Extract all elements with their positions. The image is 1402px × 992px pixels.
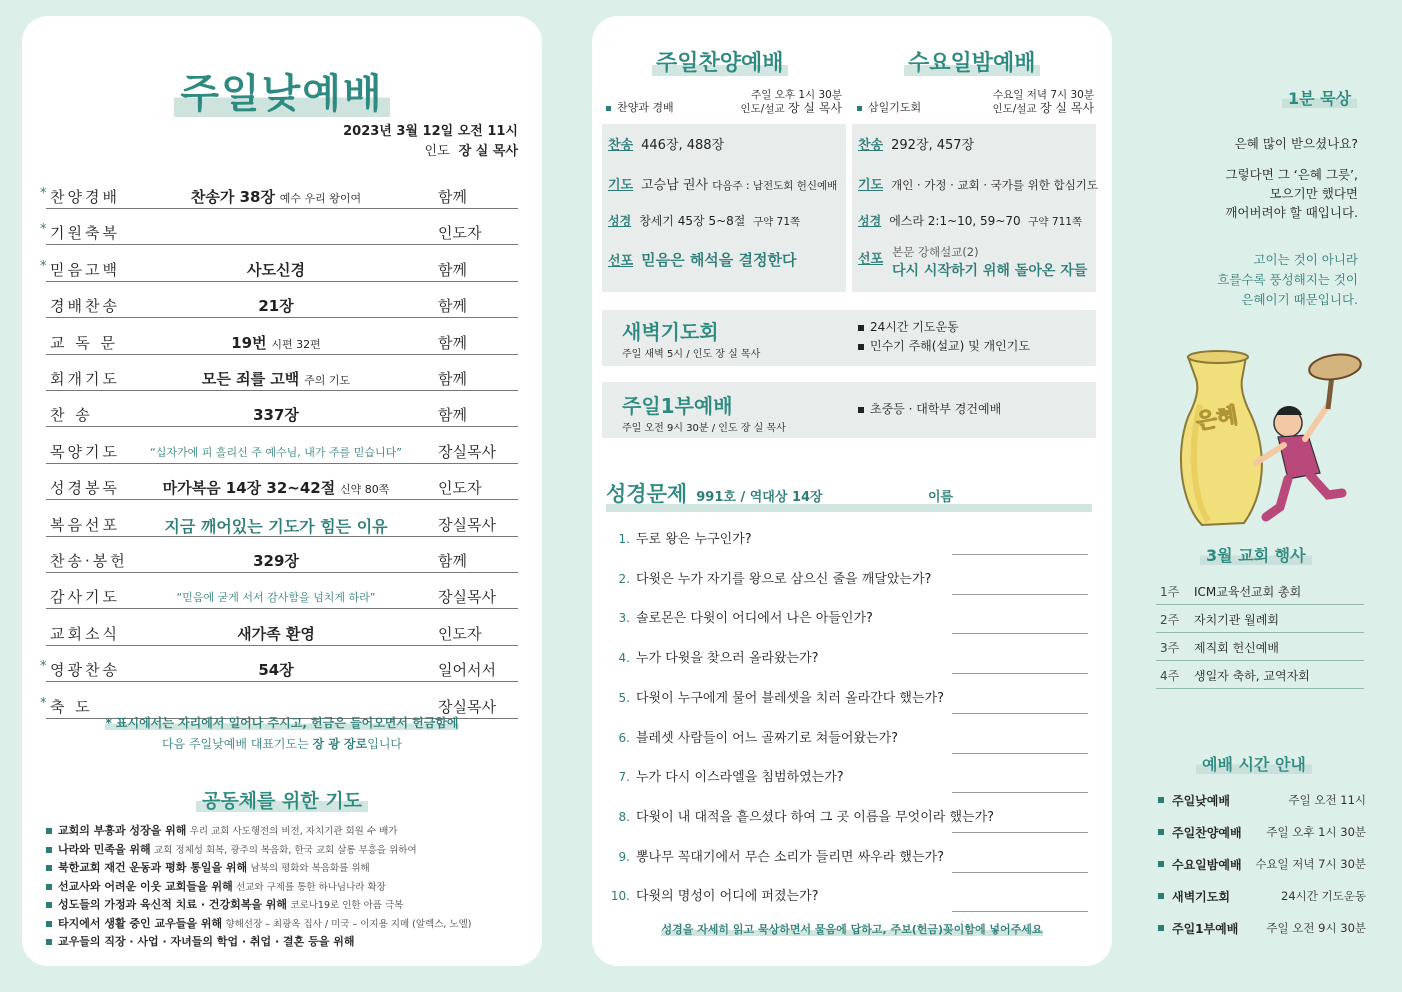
order-row [46, 475, 518, 500]
event-row [1156, 662, 1364, 689]
question-text: 다윗이 누구에게 물어 블레셋을 치러 올라간다 했는가? [636, 690, 944, 706]
answer-line[interactable] [952, 554, 1088, 555]
prayer-topic: 선교사와 어려운 이웃 교회들을 위해 [58, 879, 233, 893]
page-title: 주일낮예배 [22, 62, 542, 119]
service-name: 주일1부예배 [1172, 922, 1239, 936]
order-who: 장실목사 [438, 442, 496, 461]
meditation-highlight-line: 은혜이기 때문입니다. [1241, 292, 1358, 307]
quiz-question [608, 528, 1088, 552]
event-week: 4주 [1160, 669, 1180, 683]
event-row [1156, 606, 1364, 633]
question-text: 누가 다시 이스라엘을 침범하였는가? [636, 770, 844, 786]
answer-line[interactable] [952, 594, 1088, 595]
order-row [40, 657, 518, 682]
order-who: 장실목사 [438, 697, 496, 716]
order-main: 337장 [253, 406, 299, 425]
prayer-topic: 북한교회 재건 운동과 평화 통일을 위해 [58, 861, 248, 874]
meditation-highlight-line: 흐를수록 풍성해지는 것이 [1217, 272, 1358, 287]
meditation-highlight [1150, 250, 1358, 310]
order-label: 축 도 [50, 697, 93, 716]
bullet-icon [46, 921, 52, 927]
sp-bible: 성경 창세기 45장 5~8절 구약 71쪽 [608, 214, 801, 228]
order-quote: “믿음에 굳게 서서 감사함을 넘치게 하라” [176, 591, 376, 605]
bullet-icon [858, 407, 864, 413]
bullet-icon [46, 847, 52, 853]
event-name: 자치기관 월례회 [1194, 613, 1279, 627]
prayer-item [46, 841, 526, 860]
order-main: 19번 [231, 333, 267, 352]
answer-line[interactable] [952, 792, 1088, 793]
bullet-icon [858, 325, 864, 331]
order-sub: 시편 32편 [271, 337, 321, 351]
answer-line[interactable] [952, 633, 1088, 634]
service-times-title: 예배 시간 안내 [1196, 752, 1312, 775]
bullet-icon [46, 939, 52, 945]
order-content [136, 477, 416, 498]
order-who: 인도자 [438, 479, 482, 498]
order-who: 인도자 [438, 224, 482, 243]
wednesday-time: 수요일 저녁 7시 30분 인도/설교 장 실 목사 [992, 89, 1094, 115]
order-content [136, 368, 416, 389]
service-name: 주일찬양예배 [1172, 826, 1242, 840]
sunday-praise-time: 주일 오후 1시 30분 인도/설교 장 실 목사 [740, 89, 842, 115]
meditation-line: 모으기만 했다면 [1269, 186, 1358, 201]
wednesday-subtitle: 삼일기도회 [857, 99, 921, 115]
order-label: 찬양경배 [50, 188, 120, 206]
order-content [136, 332, 416, 353]
order-who: 함께 [438, 406, 467, 425]
service-time: 주일 오후 1시 30분 [1266, 825, 1366, 839]
order-main: 마가복음 14장 32~42절 [162, 479, 336, 498]
bullet-icon [46, 902, 52, 908]
question-number: 6. [618, 730, 630, 745]
required-mark: * [40, 222, 47, 238]
order-main: 모든 죄를 고백 [201, 370, 300, 388]
quiz-question [608, 727, 1088, 751]
jar-label: 은혜 [1193, 403, 1241, 436]
sermon-title: 지금 깨어있는 기도가 힘든 이유 [164, 516, 388, 536]
sunday-praise-subtitle: 찬양과 경배 [606, 99, 674, 115]
order-who: 함께 [438, 552, 467, 570]
event-week: 1주 [1160, 585, 1180, 599]
order-who: 함께 [438, 188, 467, 206]
order-row [46, 621, 518, 646]
event-name: ICM교육선교회 총회 [1194, 585, 1302, 599]
answer-line[interactable] [952, 832, 1088, 833]
order-content [136, 623, 416, 644]
prayer-section-title: 공동체를 위한 기도 [22, 786, 542, 813]
question-number: 2. [618, 571, 630, 586]
question-text: 두로 왕은 누구인가? [636, 532, 752, 547]
order-main: 329장 [253, 552, 299, 570]
meditation-line: 은혜 많이 받으셨나요? [1234, 136, 1358, 151]
order-row [46, 402, 518, 427]
prayer-item [46, 822, 526, 841]
sp-sermon: 선포 믿음은 해석을 결정한다 [608, 251, 797, 269]
bullet-icon [1158, 893, 1164, 899]
prayer-list [46, 822, 526, 952]
prayer-detail: 남북의 평화와 복음화를 위해 [250, 863, 370, 874]
question-text: 솔로몬은 다윗이 어디에서 나은 아들인가? [636, 611, 873, 627]
first-items [858, 400, 1001, 419]
prayer-detail: 코로나19로 인한 아픔 극복 [290, 900, 404, 911]
service-name: 주일낮예배 [1172, 794, 1230, 808]
order-who: 함께 [438, 333, 467, 352]
sunday-service-panel [22, 16, 542, 966]
quiz-header: 성경문제 991호 / 역대상 14장 이름 [606, 478, 1092, 512]
order-label: 찬 송 [50, 406, 93, 425]
sp-hymn: 찬송 446장, 488장 [608, 138, 725, 153]
meditation-line: 깨어버려야 할 때입니다. [1225, 205, 1358, 220]
question-number: 1. [618, 532, 630, 546]
question-number: 5. [618, 690, 630, 705]
bullet-icon [46, 865, 52, 871]
dawn-items [858, 318, 1030, 356]
question-number: 10. [610, 889, 630, 904]
event-row [1156, 578, 1364, 605]
bullet-icon [46, 884, 52, 890]
bullet-icon [1158, 797, 1164, 803]
prayer-detail: 우리 교회 사도행전의 비전, 자치기관 회원 수 배가 [189, 826, 398, 837]
wednesday-title: 수요일밤예배 [904, 46, 1040, 77]
order-row [46, 293, 518, 318]
order-row [40, 220, 518, 245]
service-time: 주일 오전 11시 [1288, 793, 1366, 807]
answer-line[interactable] [952, 713, 1088, 714]
order-label: 교 독 문 [50, 333, 119, 352]
service-name: 수요일밤예배 [1172, 858, 1242, 872]
order-label: 영광찬송 [50, 661, 120, 680]
quiz-question [608, 885, 1088, 909]
sp-prayer: 기도 고승남 권사 다음주 : 남전도회 헌신예배 [608, 178, 838, 193]
quiz-question [608, 846, 1088, 870]
quiz-footer: 성경을 자세히 읽고 묵상하면서 물음에 답하고, 주보(헌금)꽂이함에 넣어주세요 [661, 923, 1043, 936]
order-who: 인도자 [438, 624, 482, 643]
wd-sermon: 선포 본문 강해설교(2) 다시 시작하기 위해 돌아온 자들 [858, 245, 1088, 279]
order-main: 새가족 환영 [237, 624, 315, 643]
order-content [136, 550, 416, 571]
prayer-topic: 교회의 부흥과 성장을 위해 [58, 824, 187, 837]
meditation-line: 그렇다면 그 ‘은혜 그릇’, [1225, 167, 1358, 182]
order-label: 교회소식 [50, 624, 120, 643]
wd-bible: 성경 에스라 2:1~10, 59~70 구약 711쪽 [858, 214, 1083, 228]
meditation-highlight-line: 고이는 것이 아니라 [1253, 252, 1358, 267]
order-who: 함께 [438, 297, 467, 316]
order-sub: 신약 80쪽 [339, 483, 390, 497]
order-label: 감사기도 [50, 588, 120, 607]
order-main: 찬송가 38장 [190, 188, 275, 206]
order-row [46, 330, 518, 355]
order-content [136, 404, 416, 425]
order-who: 장실목사 [438, 515, 496, 534]
service-time: 24시간 기도운동 [1281, 889, 1366, 903]
event-name: 제직회 헌신예배 [1194, 641, 1279, 655]
bullet-icon [1158, 925, 1164, 931]
prayer-topic: 타지에서 생활 중인 교우들을 위해 [58, 916, 223, 930]
order-sub: 주의 기도 [304, 374, 351, 387]
service-time: 수요일 저녁 7시 30분 [1255, 857, 1366, 871]
schedule-item [858, 400, 1001, 419]
required-mark: * [40, 659, 47, 675]
prayer-detail: 향해선장 – 최광옥 집사 / 미국 – 이지용 지메 (알렉스, 노엘) [225, 918, 472, 930]
prayer-item [46, 915, 526, 934]
order-label: 기원축복 [50, 224, 120, 243]
question-number: 9. [618, 849, 630, 864]
order-row [46, 366, 518, 391]
prayer-item [46, 859, 526, 878]
wd-prayer: 기도 개인 · 가정 · 교회 · 국가를 위한 합심기도 [858, 178, 1098, 193]
sunday-praise-title: 주일찬양예배 [652, 46, 788, 77]
service-date: 2023년 3월 12일 오전 11시 인도 장 실 목사 [343, 124, 518, 159]
order-who: 장실목사 [438, 588, 496, 607]
answer-line[interactable] [952, 673, 1088, 674]
bullet-icon [858, 344, 864, 350]
quiz-question [608, 647, 1088, 671]
service-time: 주일 오전 9시 30분 [1266, 921, 1366, 935]
event-row [1156, 634, 1364, 661]
prayer-item [46, 933, 526, 952]
dawn-title-block: 새벽기도회 주일 새벽 5시 / 인도 장 실 목사 [622, 320, 761, 360]
order-content [136, 659, 416, 680]
event-name: 생일자 축하, 교역자회 [1194, 669, 1310, 683]
quiz-question [608, 568, 1088, 592]
order-row [46, 512, 518, 537]
prayer-topic: 나라와 민족을 위해 [58, 842, 151, 856]
question-text: 블레셋 사람들이 어느 골짜기로 쳐들어왔는가? [636, 730, 899, 746]
service-name: 새벽기도회 [1172, 890, 1230, 904]
meditation-title: 1분 묵상 [1282, 86, 1357, 109]
prayer-topic: 교우들의 직장 · 사업 · 자녀들의 학업 · 취업 · 결혼 등을 위해 [58, 935, 355, 948]
order-label: 믿음고백 [50, 260, 120, 279]
question-text: 다윗은 누가 자기를 왕으로 삼으신 줄을 깨달았는가? [636, 571, 932, 587]
first-title-block: 주일1부예배 주일 오전 9시 30분 / 인도 장 실 목사 [622, 394, 786, 434]
required-mark: * [40, 258, 47, 274]
schedule-item [858, 318, 1030, 337]
order-label: 성경봉독 [50, 479, 120, 498]
question-text: 뽕나무 꼭대기에서 무슨 소리가 들리면 싸우라 했는가? [636, 849, 944, 865]
order-main: 54장 [258, 661, 294, 680]
meditation-text [1150, 134, 1358, 222]
order-who: 일어서서 [438, 661, 496, 680]
order-who: 함께 [438, 260, 467, 279]
prayer-detail: 선교와 구제를 통한 하나님나라 확장 [236, 881, 386, 893]
question-text: 누가 다윗을 찾으러 올라왔는가? [636, 651, 819, 667]
answer-line[interactable] [952, 753, 1088, 754]
schedule-item-text: 24시간 기도운동 [870, 320, 959, 334]
schedule-item [858, 337, 1030, 356]
question-text: 다윗이 내 대적을 흩으셨다 하여 그 곳 이름을 무엇이라 했는가? [636, 809, 995, 825]
prayer-item [46, 896, 526, 915]
question-number: 7. [618, 770, 630, 785]
order-label: 회개기도 [50, 370, 120, 388]
prayer-item [46, 878, 526, 897]
events-title: 3월 교회 행사 [1200, 543, 1312, 566]
required-mark: * [40, 695, 47, 711]
order-content [136, 295, 416, 316]
prayer-topic: 성도들의 가정과 육신적 치료 · 건강회복을 위해 [58, 898, 288, 911]
order-content [136, 186, 416, 207]
order-label: 찬송·봉헌 [50, 552, 128, 570]
schedule-item-text: 민수기 주해(설교) 및 개인기도 [870, 339, 1030, 353]
order-label: 경배찬송 [50, 297, 120, 316]
afternoon-services-panel [592, 16, 1112, 966]
order-label: 목양기도 [50, 442, 120, 461]
bullet-icon [1158, 829, 1164, 835]
order-row [40, 184, 518, 209]
event-week: 3주 [1160, 641, 1180, 655]
order-who: 함께 [438, 370, 467, 388]
order-main: 사도신경 [247, 260, 305, 279]
quiz-question [608, 766, 1088, 790]
prayer-detail: 교회 정체성 회복, 광주의 복음화, 한국 교회 살롱 부흥을 위하여 [154, 844, 417, 856]
schedule-item-text: 초중등 · 대학부 경건예배 [870, 402, 1002, 416]
answer-line[interactable] [952, 911, 1088, 912]
order-main: 21장 [258, 297, 294, 316]
wd-hymn: 찬송 292장, 457장 [858, 138, 975, 153]
bullet-icon [46, 828, 52, 834]
answer-line[interactable] [952, 872, 1088, 873]
quiz-question [608, 607, 1088, 631]
order-row [40, 257, 518, 282]
order-row [46, 548, 518, 573]
required-mark: * [40, 186, 47, 201]
order-label: 복음선포 [50, 515, 120, 534]
order-sub: 예수 우리 왕이여 [279, 192, 362, 205]
order-row [46, 584, 518, 609]
quiz-question [608, 806, 1088, 830]
order-content [136, 259, 416, 280]
jar-hammer-illustration [1160, 345, 1365, 535]
next-prayer-note: 다음 주일낮예배 대표기도는 장 광 장로입니다 [161, 737, 403, 751]
event-week: 2주 [1160, 613, 1180, 627]
order-row [46, 439, 518, 464]
order-quote: “십자가에 피 흘리신 주 예수님, 내가 주를 믿습니다” [150, 445, 402, 459]
bullet-icon [1158, 861, 1164, 867]
question-text: 다윗의 명성이 어디에 퍼졌는가? [636, 889, 819, 905]
standing-note: * 표시에서는 자리에서 일어나 주시고, 헌금은 들어오면서 헌금함에 [105, 716, 459, 730]
question-number: 4. [618, 651, 630, 666]
question-number: 3. [618, 611, 630, 626]
question-number: 8. [618, 809, 630, 824]
quiz-question [608, 687, 1088, 711]
